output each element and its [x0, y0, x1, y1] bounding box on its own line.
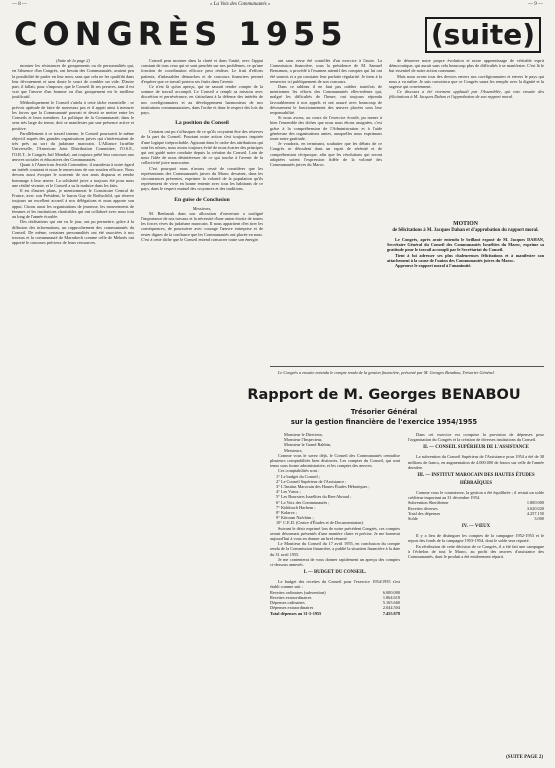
paragraph: Le Moniteur du Conseil du 17 avril 1955, en conclusion du compte rendu de la Commission financière, a publié la situation financière à la date du 31 avril 1955.	[270, 541, 400, 557]
finance-label: Total dépenses au 31-5-1955	[270, 610, 322, 616]
paragraph: Je voudrais, en terminant, souhaiter que les débats de ce Congrès se déroulent dans un esprit de sérénité et de compréhension réciproque, afin que les résolutions qui seront adoptées soient l'expression fidèle de la volonté des Communautés juives du Maroc.	[270, 141, 382, 168]
section-heading: I. — BUDGET DU CONSEIL.	[303, 570, 367, 576]
report-subtitle: sur la gestion financière de l'exercice 1954/1955	[290, 418, 478, 426]
finance-label: Recettes extraordinaires	[270, 594, 312, 600]
finance-label: Solde	[408, 516, 418, 522]
article-column-1	[12, 58, 134, 376]
article-column-3	[270, 58, 382, 376]
paragraph: Méthodiquement le Conseil s'attela à cette tâche essentielle : se prévoir aptitude de faire de nouveaux pas et il apprit ainsi à mesurer les forces que la Communauté pouvait et devait se mettre entre les Conseils et leurs membres. La politique de la Communauté, dans le sens très large du terme, doit se manifester par une présence active et positive.	[12, 99, 134, 131]
motion-title: MOTION	[453, 221, 478, 227]
paragraph: En rétribution de cette décision de ce Congrès, il a été fait une campagne à l'échelon de tout le Maroc, au profit des œuvres d'assistance des Communautés, dont le produit a été entièrement réparti.	[408, 543, 544, 560]
paragraph: Comme vous le savez déjà, le Conseil des Communautés centralise plusieurs comptabilités bien distinctes. Les comptes du Conseil, qui sont tenus sous forme administrative, et les comptes des œuvres.	[270, 452, 400, 469]
finance-amount: 2.044.504	[382, 605, 400, 611]
list-item: 6° La Voix des Communautés ;	[276, 499, 330, 505]
salutation-line: Monsieur le Grand Rabbin,	[284, 442, 332, 448]
paragraph: Dans cet exercice est comprise la provision de dépenses pour l'organisation du Congrès et la création de diverses institutions du Conseil.	[408, 432, 544, 443]
finance-label: Dépenses extraordinaires	[270, 605, 314, 611]
paragraph: Parallèlement à ce travail interne, le Conseil poursuivit le même objectif auprès des grandes organisations juives qui s'intéressaient de très près au sort du judaïsme marocain. L'Alliance Israélite Universelle, l'American Joint Distribution Committee, l'O.S.E., l'O.R.T., le Congrès Juif Mondial, ont toujours prêté leur concours aux œuvres sociales et éducatives des Communautés.	[12, 130, 134, 162]
finance-line	[408, 516, 544, 521]
list-item: 9° Kittoum Nafchim ;	[276, 515, 314, 521]
paragraph: Mais nous avons tous des devoirs envers nos coreligionnaires et envers le pays qui nous a vu naître. Je suis convaincu que ce Congrès saura les remplir avec la dignité et la sagesse qui conviennent.	[389, 73, 544, 90]
paragraph: Comme vous le constaterez, la gestion a été équilibrée ; il restait un solde créditeur important au 31 décembre 1954.	[408, 490, 544, 501]
motion-subtitle: de félicitations à M. Jacques Dahan et d'approbation du rapport moral.	[392, 228, 539, 233]
finance-amount: 5.165.660	[382, 600, 400, 606]
finance-amount: 6.000.000	[382, 589, 400, 595]
continued-footer: (SUITE PAGE 2)	[506, 755, 543, 760]
paragraph: Il est d'autres plans, je mentionnerai le Consistoire Central de France, avec son Président, le baron Guy de Rothschild, qui réserve toujours un excellent accueil à nos délégations et nous apporte son appui. Citons aussi les organisations de jeunesse, les mouvements de femmes et les institutions charitables qui ont collaboré avec nous tout au long de l'année écoulée.	[12, 188, 134, 220]
section-heading: La position du Conseil	[175, 120, 229, 127]
list-item: 5° Les Boursiers Israélites du Ben-Abroud ;	[276, 494, 352, 500]
section-heading: II. — CONSEIL SUPÉRIEUR DE L'ASSISTANCE	[423, 445, 529, 451]
paragraph: ont sans cesse été contrôlés d'un exercice à l'autre. La Commission financière, sous la présidence de M. Samuel Bensimon, a procédé à l'examen attentif des comptes qui lui ont été soumis et a pu constater leur parfaite régularité. Je tiens à la remercier ici publiquement de son concours.	[270, 58, 382, 84]
motion-text: Le Congrès, après avoir entendu le brillant exposé de M. Jacques DAHAN, Secrétaire Général du Conseil des Communautés Israélites du Maroc, exprime sa gratitude pour le travail accompli par le Secrétariat du Conseil.	[387, 237, 544, 253]
paragraph: Quant à l'American Jewish Committee, il manifesta à notre égard un intérêt constant et nous le remercions de son soutien efficace. Nous devons aussi évoquer le souvenir de nos amis disparus et rendre hommage à leur œuvre. La solidarité juive a toujours été pour nous une réalité vivante, et le Conseil a su la traduire dans les faits.	[12, 162, 134, 188]
accounts-list	[270, 474, 400, 526]
continued-note: (Suite de la page 2)	[56, 58, 90, 63]
paragraph: La subvention du Conseil Supérieur de l'Assistance pour 1954 a été de 38 millions de francs, en augmentation de 4.000.000 de francs sur celle de l'année dernière.	[408, 454, 544, 470]
paragraph: Suivant le désir exprimé lors de notre précédent Congrès, ces comptes seront désormais présentés d'une manière claire et précise. Je me bornerai aujourd'hui à vous en donner un bref résumé.	[270, 525, 400, 542]
list-item: 1° Le budget du Conseil ;	[276, 473, 321, 479]
article-column-2	[141, 58, 263, 376]
headline-title: CONGRÈS 1955	[14, 15, 348, 53]
section-heading: En guise de Conclusion	[174, 196, 230, 203]
list-item: 2° Le Conseil Supérieur de l'Assistance ;	[276, 478, 347, 484]
page-number-left: — 8 —	[12, 2, 27, 7]
paragraph: montrer les résistances de groupements ou de personnalités qui, en l'absence d'un Congrès, ont besoin des Communautés, avaient peu la possibilité de parler en leur nom, sans que cela ne les qualifiât dans leur dévouement et sans doute le souci de combler un vide. D'autre part, il fallait, pour s'imposer, que le Conseil fît ses preuves, tant il est vrai que l'œuvre d'un homme ou d'un groupement est le meilleur justificatif.	[12, 63, 134, 100]
list-item: 3° L'Institut Marocain des Hautes Études Hébraïques ;	[276, 484, 370, 490]
paragraph: Des réalisations qui ont vu le jour, ont pu permettre, grâce à la diffusion des informations, un rapprochement des communautés du Conseil. De même, certaines personnalités ont été associées à nos travaux et la communauté de Marrakech comme celle de Meknès ont apporté le concours précieux de leurs ressources.	[12, 219, 134, 246]
section-divider	[270, 366, 544, 367]
report-intro	[270, 370, 544, 382]
headline-suite: (suite)	[425, 17, 541, 53]
finance-amount: 3.000	[534, 516, 544, 522]
finance-amount: 1.800.000	[526, 500, 544, 506]
motion-text: Tient à lui adresser ses plus chaleureuses félicitations et à manifester son attachement à la cause de l'union des Communautés juives du Maroc.	[387, 252, 544, 263]
article-column-4	[389, 58, 544, 216]
section-heading: III. — INSTITUT MAROCAIN DES HAUTES ÉTUDES HÉBRAÏQUES	[417, 473, 535, 487]
finance-total	[270, 611, 400, 616]
paragraph: Le budget des recettes du Conseil pour l'exercice 1954/1955 s'est établi comme suit :	[270, 579, 400, 590]
finance-label: Dépenses ordinaires	[270, 600, 305, 606]
finance-amount: 7.455.878	[382, 610, 400, 616]
salutation-line: Monsieur le Directeur,	[284, 432, 323, 437]
paragraph: Ce n'est là qu'un aperçu, qui ne saurait rendre compte de la somme de travail accompli. Le Conseil a rempli sa mission avec discrétion et persévérance, en s'attachant à la défense des intérêts de nos coreligionnaires et au développement harmonieux de nos institutions communautaires, dans l'ordre et dans le respect des lois du pays.	[141, 84, 263, 116]
paragraph: Dans ce tableau il ne faut pas oublier toutefois de mentionner les efforts des Communautés elles-mêmes qui, malgré les difficultés de l'heure, ont toujours répondu favorablement à nos appels et ont assuré avec beaucoup de dévouement le fonctionnement des œuvres placées sous leur responsabilité.	[270, 84, 382, 116]
finance-label: Total des dépenses	[408, 510, 441, 516]
motion-box	[387, 220, 544, 268]
report-column-b	[408, 432, 544, 752]
intro-text: Le Congrès a ensuite entendu le compte rendu de la gestion financière, présenté par M. Georges Benabou, Trésorier Général.	[278, 370, 495, 375]
list-item: 10° C.E.D. (Centre d'Études et de Documentation).	[276, 520, 364, 526]
motion-text: Approuve le rapport moral à l'unanimité.	[395, 263, 472, 269]
paragraph: Certains ont pu s'offusquer de ce qu'ils croyaient être des réserves de la part du Conseil. Pourtant notre action s'est toujours inspirée d'une logique irréprochable. Agissant dans le cadre des attributions qui sont les nôtres, nous avons toujours évité de nous écarter des principes qui ont guidé notre conduite depuis la création du Conseil. Loin de nous l'idée de nous désintéresser de ce qui touche à l'avenir de la collectivité juive marocaine.	[141, 129, 263, 166]
paragraph: Ce discours a été vivement applaudi par l'Assemblée, qui vote ensuite des félicitations à M. Jacques Dahan et l'approbation de son rapport moral.	[389, 89, 544, 100]
list-item: 8° Kalarva ;	[276, 510, 297, 516]
paragraph: M. Benbaruk dans son allocution d'ouverture a souligné l'importance de nos travaux et la nécessité d'une union étroite de toutes les forces vives du judaïsme marocain. Il nous appartient d'en tirer les conséquences, de poursuivre avec courage l'œuvre entreprise et de rester dignes de la confiance que les Communautés ont placée en nous. C'est à cette tâche que le Conseil entend consacrer toute son énergie.	[141, 210, 263, 242]
running-head: « La Voix des Communautés »	[210, 2, 271, 7]
section-heading: IV. — VŒUX	[461, 524, 491, 530]
masthead	[14, 16, 541, 52]
finance-label: Subvention Sherifienne	[408, 500, 449, 506]
list-item: 7° Kiddouch Hachem ;	[276, 504, 316, 510]
paragraph: Il y a lieu de distinguer les comptes de la campagne 1952-1953 et le report des fonds de la campagne 1953-1954, dont le solde sera reporté.	[408, 533, 544, 544]
page-number-right: — 9 —	[528, 2, 543, 7]
finance-amount: 1.864.618	[382, 594, 400, 600]
finance-amount: 4.257.150	[526, 510, 544, 516]
paragraph: Je me contenterai de vous donner rapidement un aperçu des comptes ci-dessous annexés.	[270, 556, 400, 568]
salutation-line: Messieurs,	[284, 447, 303, 453]
salutation: Messieurs,	[192, 205, 212, 211]
report-subtitle: Trésorier Général	[350, 408, 418, 416]
salutation-block	[270, 432, 400, 453]
report-column-a	[270, 432, 400, 752]
paragraph: Ces comptabilités sont :	[278, 468, 320, 474]
paragraph: de désserrer notre propre évolution et notre apprentissage de véritable esprit démocratique, qui aurait sans cela beaucoup plus de difficultés à se manifester. C'est là le but essentiel de notre action commune.	[389, 58, 544, 74]
paragraph: C'est pourquoi nous n'avons cessé de considérer que les représentants des Communautés juives du Maroc devaient, dans les circonstances présentes, exprimer la volonté de la population qu'ils représentent de vivre en bonne entente avec tous les habitants de ce pays, dans le respect mutuel des croyances et des traditions.	[141, 165, 263, 192]
finance-amount: 3.620.020	[526, 505, 544, 511]
finance-label: Recettes diverses	[408, 505, 438, 511]
finance-label: Recettes ordinaires (subvention)	[270, 589, 326, 595]
paragraph: Conseil peut montrer dans la clarté et dans l'unité, avec l'appui constant de tous ceux qui se sont penchés sur nos problèmes, ce qu'une fonction de coordination efficace peut réaliser. Le fruit d'efforts patients, d'inlassables démarches et de concours financiers permet d'espérer que ce travail portera ses fruits dans l'avenir.	[141, 58, 263, 84]
paragraph: Si nous avons, au cours de l'exercice écoulé, pu mener à bien l'ensemble des tâches que nous nous étions assignées, c'est grâce à la compréhension de l'Administration et à l'aide généreuse des organisations amies, auxquelles nous exprimons toute notre gratitude.	[270, 115, 382, 142]
report-title: Rapport de M. Georges BENABOU	[247, 387, 521, 403]
list-item: 4° Les Vœux ;	[276, 489, 301, 495]
salutation-line: Monsieur l'Inspecteur,	[284, 437, 323, 443]
